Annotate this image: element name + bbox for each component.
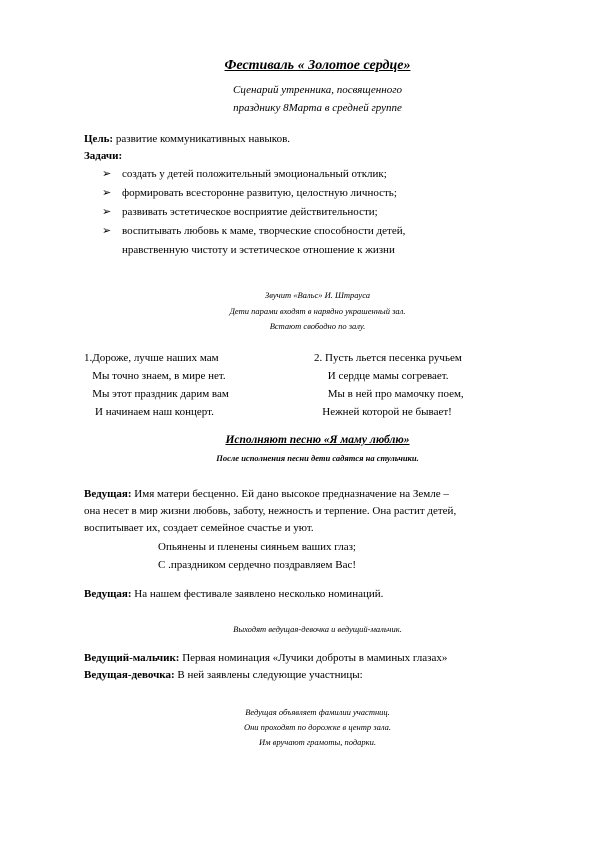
final-note-3: Им вручают грамоты, подарки. [258,737,377,747]
tasks-label: Задачи: [84,150,123,162]
final-note-2: Они проходят по дорожке в центр зала. [243,722,392,732]
poem-line: Нежней которой не бывает! [314,406,452,418]
intro-note-1: Звучит «Вальс» И. Штрауса [264,290,370,300]
list-item: ➢ формировать всесторонне развитую, целостную личность; [102,184,405,203]
host2-line: Ведущая: На нашем фестивале заявлено несколько номинаций. [84,588,384,600]
arrow-bullet-icon: ➢ [102,225,112,237]
host1-label: Ведущая: [84,488,132,500]
poem-right [314,349,464,421]
subtitle-line-2: празднику 8Марта в средней группе [233,102,402,114]
goal-label: Цель: [84,133,114,145]
list-item-continuation: нравственную чистоту и эстетическое отношение к жизни [122,244,395,256]
list-item: ➢ развивать эстетическое восприятие действительности; [102,203,405,222]
intro-note-3: Встают свободно по залу. [269,321,366,331]
tasks-heading [84,150,122,162]
host2-label: Ведущая: [84,588,132,600]
page-title: Фестиваль « Золотое сердце» [224,58,411,73]
tasks-list [102,165,405,260]
goal-line [84,133,290,145]
goal-text: развитие коммуникативных навыков. [113,133,291,145]
poem-line: Мы в ней про мамочку поем, [314,388,464,400]
girl-label: Ведущая-девочка: [84,669,175,681]
host1-verse: Опьянены и пленены сияньем ваших глаз; С .праздником сердечно поздравляем Вас! [158,541,357,571]
song-title: Исполняют песню «Я маму люблю» [225,434,410,446]
arrow-bullet-icon: ➢ [102,168,112,180]
list-item: ➢ воспитывать любовь к маме, творческие способности детей, [102,222,405,241]
hosts-entrance-note: Выходят ведущая-девочка и ведущий-мальчик. [233,624,402,634]
final-note-1: Ведущая объявляет фамилии участниц. [245,707,390,717]
poem-line: И начинаем наш концерт. [84,406,214,418]
arrow-bullet-icon: ➢ [102,187,112,199]
subtitle-line-1: Сценарий утренника, посвященного [233,84,402,96]
arrow-bullet-icon: ➢ [102,206,112,218]
poem-line: 2. Пусть льется песенка ручьем [314,352,462,364]
girl-line: Ведущая-девочка: В ней заявлены следующие участницы: [84,669,363,681]
boy-line: Ведущий-мальчик: Первая номинация «Лучики доброты в маминых глазах» [84,652,448,664]
poem-line: Мы точно знаем, в мире нет. [84,370,226,382]
boy-label: Ведущий-мальчик: [84,652,180,664]
intro-note-2: Дети парами входят в нарядно украшенный зал. [229,306,406,316]
song-note: После исполнения песни дети садятся на стульчики. [216,453,419,463]
host1-paragraph: Ведущая: Имя матери бесценно. Ей дано высокое предназначение на Земле – она несет в мир жизни любовь, заботу, нежность и терпение. Она растит детей, воспитывает их, создает семейное счастье и уют. [84,488,457,534]
list-item: ➢ создать у детей положительный эмоциональный отклик; [102,165,405,184]
poem-left [84,349,229,421]
poem-line: 1.Дороже, лучше наших мам [84,352,219,364]
poem-line: Мы этот праздник дарим вам [84,388,229,400]
poem-line: И сердце мамы согревает. [314,370,449,382]
